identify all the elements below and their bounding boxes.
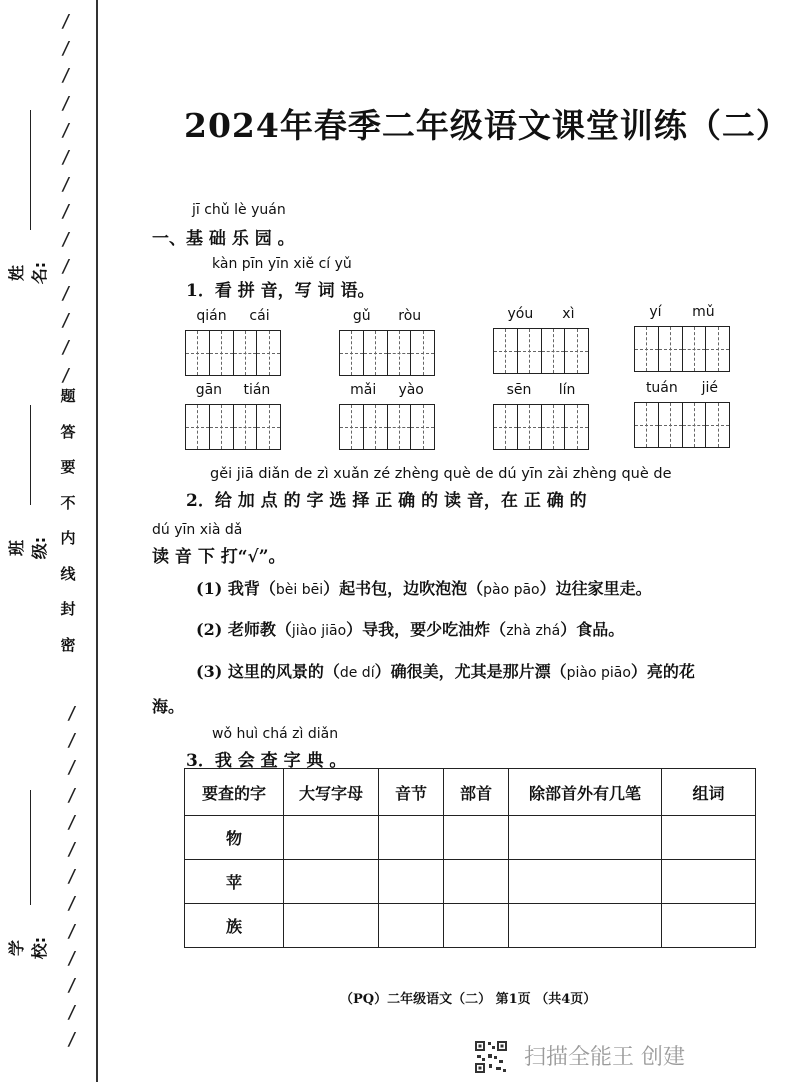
seal-line-text: 题 答 要 不 内 线 封 密 xyxy=(60,387,76,654)
answer-cell[interactable] xyxy=(509,816,662,860)
word-pinyin: sēn lín xyxy=(506,382,576,398)
q1-text: 1．看 拼 音，写 词 语。 xyxy=(186,281,375,301)
choice-pinyin[interactable]: de dí xyxy=(339,665,375,681)
q2-item-3: (3) 这里的风景的（de dí）确很美，尤其是那片漂（piào piāo）亮的花 xyxy=(196,662,695,681)
col-header: 音节 xyxy=(379,769,444,816)
answer-cell[interactable] xyxy=(662,860,756,904)
q2-item-2: (2) 老师教（jiào jiāo）导我，要少吃油炸（zhà zhá）食品。 xyxy=(196,620,625,639)
answer-cell[interactable] xyxy=(379,904,444,948)
tianzige-grid[interactable] xyxy=(185,404,281,450)
section1-pinyin: jī chǔ lè yuán xyxy=(192,202,286,218)
choice-pinyin[interactable]: piào piāo xyxy=(566,665,631,681)
answer-cell[interactable] xyxy=(284,860,379,904)
answer-cell[interactable] xyxy=(284,816,379,860)
answer-cell[interactable] xyxy=(444,816,509,860)
col-header: 大写字母 xyxy=(284,769,379,816)
answer-cell[interactable] xyxy=(662,816,756,860)
word-pinyin: yí mǔ xyxy=(649,304,715,320)
col-header: 部首 xyxy=(444,769,509,816)
cut-line-bottom: / / / / / / / / / / / / / xyxy=(66,703,78,1051)
q2-text-line1: 2．给 加 点 的 字 选 择 正 确 的 读 音，在 正 确 的 xyxy=(186,491,587,511)
school-blank[interactable] xyxy=(30,790,31,905)
answer-cell[interactable] xyxy=(509,860,662,904)
class-label: 班级: xyxy=(7,536,49,560)
q2-pinyin-line1: gěi jiā diǎn de zì xuǎn zé zhèng què de dú yīn zài zhèng què de xyxy=(210,466,672,482)
word-box[interactable] xyxy=(493,306,589,374)
table-header-row xyxy=(185,769,756,816)
row-char: 苹 xyxy=(185,860,284,904)
col-header: 要查的字 xyxy=(185,769,284,816)
table-row xyxy=(185,816,756,860)
tianzige-grid[interactable] xyxy=(339,330,435,376)
tianzige-grid[interactable] xyxy=(634,402,730,448)
page-footer: （PQ）二年级语文（二） 第1页 （共4页） xyxy=(340,992,597,1007)
table-row xyxy=(185,904,756,948)
page-title: 2024年春季二年级语文课堂训练（二） xyxy=(184,106,790,145)
watermark-text: 扫描全能王 创建 xyxy=(524,1045,685,1070)
answer-cell[interactable] xyxy=(662,904,756,948)
q2-pinyin-line2: dú yīn xià dǎ xyxy=(152,522,243,538)
word-pinyin: tuán jié xyxy=(645,380,719,396)
answer-cell[interactable] xyxy=(444,860,509,904)
word-box[interactable] xyxy=(339,382,435,450)
q2-text-line2: 读 音 下 打“√”。 xyxy=(152,547,286,567)
word-pinyin: qián cái xyxy=(196,308,270,324)
cut-line-top: / / / / / / / / / / / / / / xyxy=(60,11,72,386)
word-pinyin: mǎi yào xyxy=(350,382,424,398)
col-header: 除部首外有几笔 xyxy=(509,769,662,816)
q1-pinyin: kàn pīn yīn xiě cí yǔ xyxy=(212,256,352,272)
tianzige-grid[interactable] xyxy=(493,404,589,450)
name-label: 姓名: xyxy=(7,261,49,285)
tianzige-grid[interactable] xyxy=(634,326,730,372)
choice-pinyin[interactable]: zhà zhá xyxy=(506,623,561,639)
word-box[interactable] xyxy=(634,380,730,448)
binding-strip xyxy=(0,0,100,1082)
tianzige-grid[interactable] xyxy=(185,330,281,376)
dictionary-table xyxy=(184,768,756,948)
q2-item-1: (1) 我背（bèi bēi）起书包，边吹泡泡（pào pāo）边往家里走。 xyxy=(196,579,652,598)
qr-code-icon xyxy=(474,1040,508,1074)
word-box[interactable] xyxy=(493,382,589,450)
row-char: 族 xyxy=(185,904,284,948)
word-pinyin: yóu xì xyxy=(507,306,575,322)
school-label: 学校: xyxy=(7,936,49,960)
choice-pinyin[interactable]: pào pāo xyxy=(483,582,540,598)
answer-cell[interactable] xyxy=(509,904,662,948)
section1-heading: 一、基 础 乐 园 。 xyxy=(152,229,295,249)
class-blank[interactable] xyxy=(30,405,31,505)
q3-text: 3．我 会 查 字 典 。 xyxy=(186,751,347,771)
col-header: 组词 xyxy=(662,769,756,816)
tianzige-grid[interactable] xyxy=(493,328,589,374)
answer-cell[interactable] xyxy=(379,816,444,860)
table-row xyxy=(185,860,756,904)
answer-cell[interactable] xyxy=(284,904,379,948)
word-box[interactable] xyxy=(634,304,730,372)
choice-pinyin[interactable]: jiào jiāo xyxy=(291,623,347,639)
q3-pinyin: wǒ huì chá zì diǎn xyxy=(212,726,339,742)
tianzige-grid[interactable] xyxy=(339,404,435,450)
word-pinyin: gǔ ròu xyxy=(352,308,422,324)
word-box[interactable] xyxy=(185,308,281,376)
word-pinyin: gān tián xyxy=(195,382,271,398)
word-box[interactable] xyxy=(339,308,435,376)
binding-rule xyxy=(96,0,98,1082)
answer-cell[interactable] xyxy=(444,904,509,948)
q2-item-3-cont: 海。 xyxy=(152,697,185,716)
answer-cell[interactable] xyxy=(379,860,444,904)
name-blank[interactable] xyxy=(30,110,31,230)
word-box[interactable] xyxy=(185,382,281,450)
choice-pinyin[interactable]: bèi bēi xyxy=(275,582,324,598)
row-char: 物 xyxy=(185,816,284,860)
